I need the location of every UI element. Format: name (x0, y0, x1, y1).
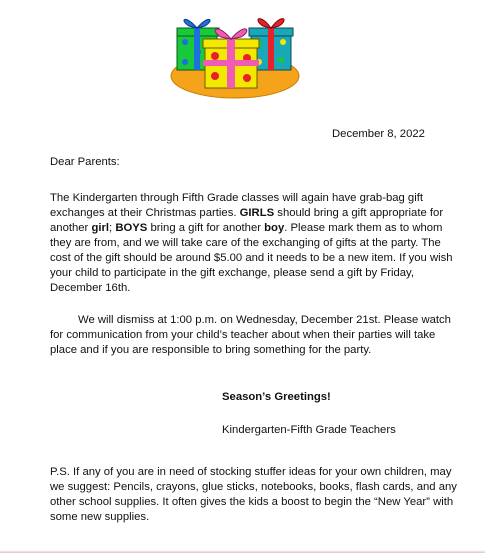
salutation: Dear Parents: (50, 156, 120, 168)
paragraph-dismissal (50, 313, 460, 358)
postscript: P.S. If any of you are in need of stocking stuffer ideas for your own children, may we suggest: Pencils, crayons, glue sticks, notebooks, books, flash cards, and any other school supplies. It often gives the kids a boost to begin the “New Year” with some new supplies. (50, 466, 457, 523)
gift-boxes-icon (165, 12, 305, 102)
paragraph1-girl: girl (91, 222, 110, 234)
signature: Kindergarten-Fifth Grade Teachers (222, 424, 396, 436)
seasons-greetings: Season’s Greetings! (222, 391, 331, 403)
paragraph2-text: We will dismiss at 1:00 p.m. on Wednesday, December 21st. Please watch for communication from your child’s teacher about when their parties will take place and if you are responsible to bring something for the party. (50, 314, 451, 356)
paragraph-gift-exchange (50, 191, 460, 296)
paragraph1-text-4: bring a gift for another (147, 222, 265, 234)
paragraph1-text-3: ; (109, 222, 116, 234)
paragraph1-text-1: The Kindergarten through Fifth Grade classes will again have grab-bag gift exchanges at their Christmas parties. (50, 192, 424, 219)
paragraph1-boy: boy (264, 222, 285, 234)
paragraph1-girls: GIRLS (239, 207, 275, 219)
paragraph1-boys: BOYS (115, 222, 148, 234)
paragraph1-text-2: should bring a gift appropriate for another (50, 207, 444, 234)
paragraph1-text-5: . Please mark them as to whom they are from, and we will take care of the exchanging of gifts at the party. The cost of the gift should be around $5.00 and it needs to be a new item. If you wish your child to participate in the gift exchange, please send a gift by Friday, December 16th. (50, 222, 453, 294)
letter-date: December 8, 2022 (332, 128, 425, 140)
